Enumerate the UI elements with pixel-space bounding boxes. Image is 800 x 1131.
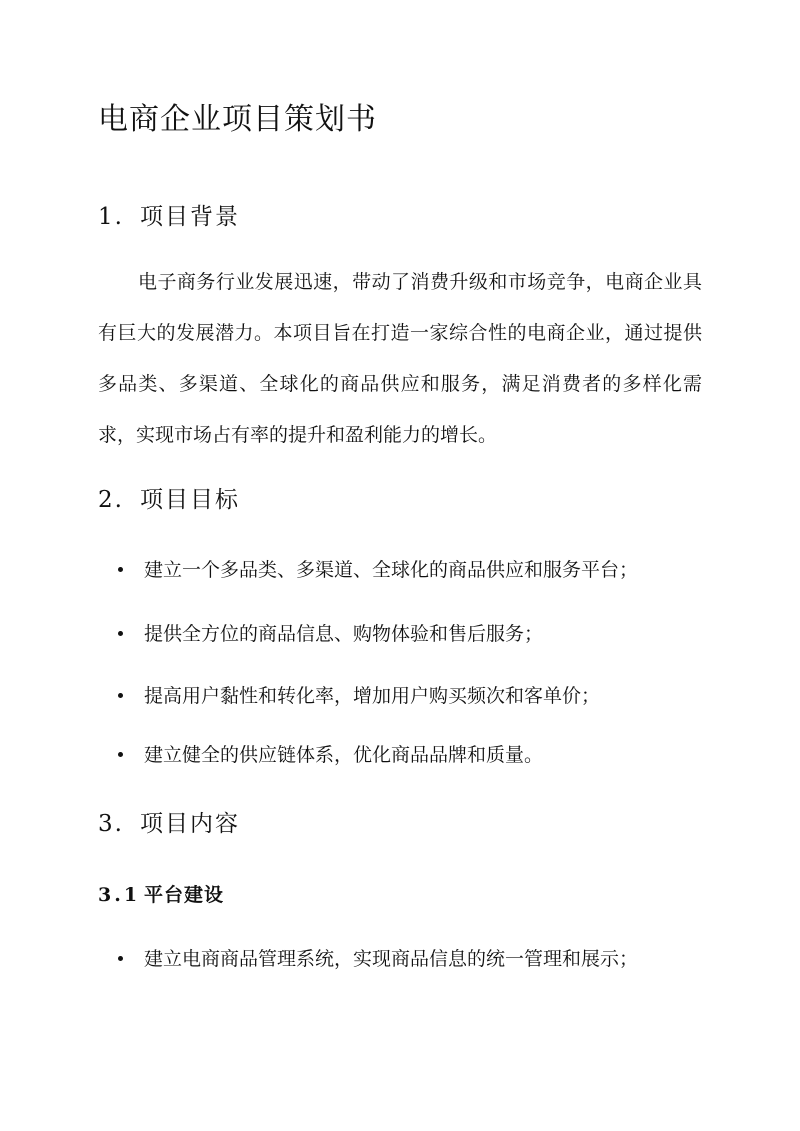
subsection-title: 平台建设: [144, 884, 225, 906]
section-number: 3.: [98, 811, 124, 837]
section-title: 项目内容: [140, 811, 240, 837]
list-item-text: 建立电商商品管理系统，实现商品信息的统一管理和展示；: [144, 948, 639, 970]
section-number: 1.: [98, 204, 124, 230]
list-item-text: 建立健全的供应链体系，优化商品品牌和质量。: [144, 744, 544, 766]
subsection-heading-platform: [98, 880, 224, 907]
bullet-icon: [118, 567, 123, 572]
subsection-number: 3.1: [98, 884, 141, 906]
list-item: [118, 944, 638, 971]
section-title: 项目背景: [140, 204, 240, 230]
section-number: 2.: [98, 487, 124, 513]
bullet-icon: [118, 631, 123, 636]
section-heading-goals: [98, 481, 240, 514]
list-item-text: 提高用户黏性和转化率，增加用户购买频次和客单价；: [144, 685, 601, 707]
document-title: 电商企业项目策划书: [98, 102, 377, 137]
bullet-icon: [118, 693, 123, 698]
section-title: 项目目标: [140, 487, 240, 513]
list-item-text: 提供全方位的商品信息、购物体验和售后服务；: [144, 623, 544, 645]
list-item: [118, 681, 600, 708]
list-item-text: 建立一个多品类、多渠道、全球化的商品供应和服务平台；: [144, 559, 639, 581]
background-paragraph: 电子商务行业发展迅速，带动了消费升级和市场竞争，电商企业具有巨大的发展潜力。本项目旨在打造一家综合性的电商企业，通过提供多品类、多渠道、全球化的商品供应和服务，满足消费者的多样化需求，实现市场占有率的提升和盈利能力的增长。: [98, 271, 702, 446]
list-item: [118, 740, 543, 767]
list-item: [118, 619, 543, 646]
bullet-icon: [118, 956, 123, 961]
section-heading-content: [98, 805, 240, 838]
list-item: [118, 555, 638, 582]
section-heading-background: [98, 198, 240, 231]
bullet-icon: [118, 752, 123, 757]
